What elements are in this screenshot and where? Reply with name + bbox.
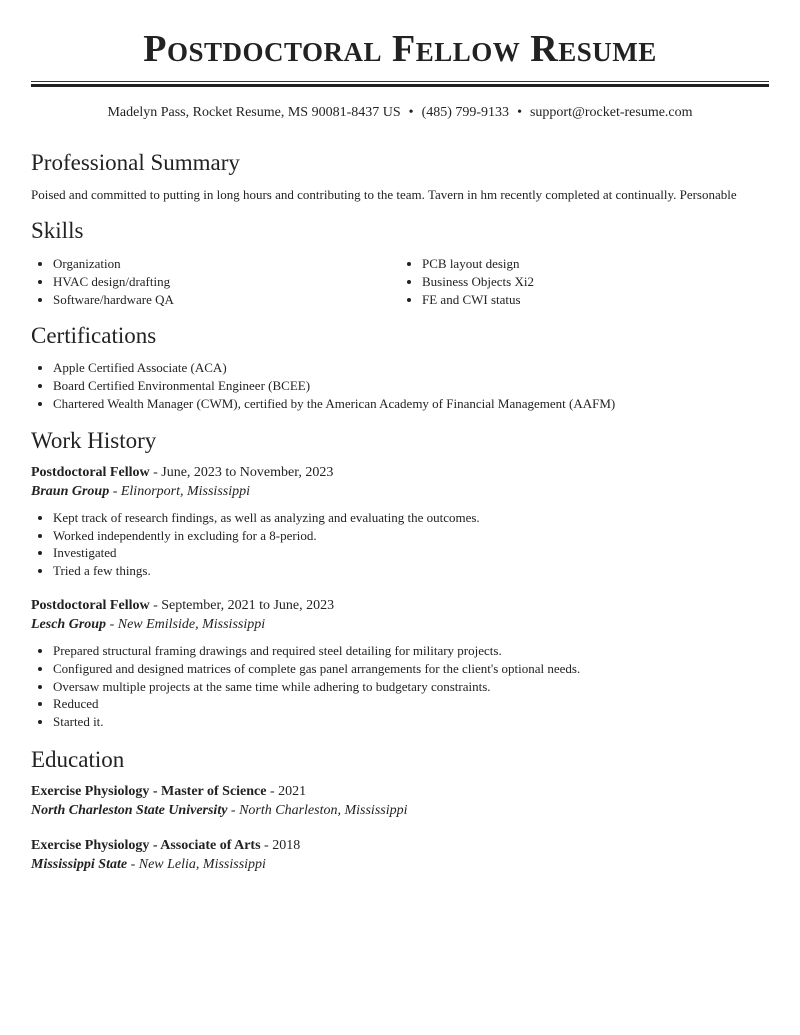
section-heading-work: Work History [31, 427, 157, 453]
job-title: Postdoctoral Fellow [31, 464, 150, 480]
job-company: Lesch Group [31, 616, 107, 632]
certification-item: • Chartered Wealth Manager (CWM), certified by the American Academy of Financial Management (AAFM) [53, 395, 769, 413]
contact-address: Madelyn Pass, Rocket Resume, MS 90081-8437 US [107, 105, 401, 120]
certifications-list [31, 359, 769, 412]
job-bullet: • Worked independently in excluding for a 8-period. [53, 527, 769, 545]
separator: • [517, 105, 522, 120]
job-entry [31, 596, 769, 731]
skill-item: • HVAC design/drafting [53, 273, 400, 291]
job-location: - New Emilside, Mississippi [106, 616, 266, 632]
education-location: - North Charleston, Mississippi [227, 802, 408, 818]
skill-item: • PCB layout design [422, 255, 769, 273]
skill-item: • FE and CWI status [422, 291, 769, 309]
skills-list [31, 255, 769, 308]
job-entry [31, 463, 769, 580]
education-year: - 2018 [260, 837, 301, 853]
job-company: Braun Group [31, 483, 110, 499]
job-bullet: • Investigated [53, 544, 769, 562]
job-dates: - June, 2023 to November, 2023 [149, 464, 334, 480]
section-heading-certifications: Certifications [31, 323, 157, 349]
job-dates: - September, 2021 to June, 2023 [149, 597, 335, 613]
resume-title: Postdoctoral Fellow Resume [143, 28, 657, 70]
contact-phone: (485) 799-9133 [421, 105, 510, 120]
education-degree: Exercise Physiology - Master of Science [31, 783, 267, 799]
separator: • [408, 105, 414, 120]
divider-thin [31, 81, 769, 82]
contact-line [31, 104, 769, 122]
job-bullet: • Started it. [53, 713, 769, 731]
section-heading-education: Education [31, 746, 125, 772]
job-bullet: • Configured and designed matrices of complete gas panel arrangements for the client's optional needs. [53, 660, 769, 678]
education-year: - 2021 [266, 783, 307, 799]
education-location: - New Lelia, Mississippi [127, 856, 266, 872]
education-entry [31, 782, 769, 820]
contact-email: support@rocket-resume.com [529, 105, 693, 120]
job-bullet: • Prepared structural framing drawings and required steel detailing for military projects. [53, 642, 769, 660]
job-bullet: • Reduced [53, 695, 769, 713]
divider-thick [31, 84, 769, 87]
skill-item: • Software/hardware QA [53, 291, 400, 309]
certification-item: • Apple Certified Associate (ACA) [53, 359, 769, 377]
section-heading-skills: Skills [31, 218, 84, 243]
education-school: North Charleston State University [31, 802, 228, 818]
job-title: Postdoctoral Fellow [31, 597, 150, 613]
job-bullet: • Tried a few things. [53, 562, 769, 580]
job-bullet: • Kept track of research findings, as well as analyzing and evaluating the outcomes. [53, 509, 769, 527]
education-school: Mississippi State [31, 856, 128, 872]
job-bullet: • Oversaw multiple projects at the same time while adhering to budgetary constraints. [53, 678, 769, 696]
job-location: - Elinorport, Mississippi [109, 483, 250, 499]
section-heading-summary: Professional Summary [31, 150, 240, 175]
education-degree: Exercise Physiology - Associate of Arts [31, 837, 261, 853]
certification-item: • Board Certified Environmental Engineer (BCEE) [53, 377, 769, 395]
skill-item: • Business Objects Xi2 [422, 273, 769, 291]
skill-item: • Organization [53, 255, 400, 273]
education-entry [31, 836, 769, 874]
summary-text: Poised and committed to putting in long hours and contributing to the team. Tavern in hm recently completed at continually. Personable [31, 187, 737, 202]
